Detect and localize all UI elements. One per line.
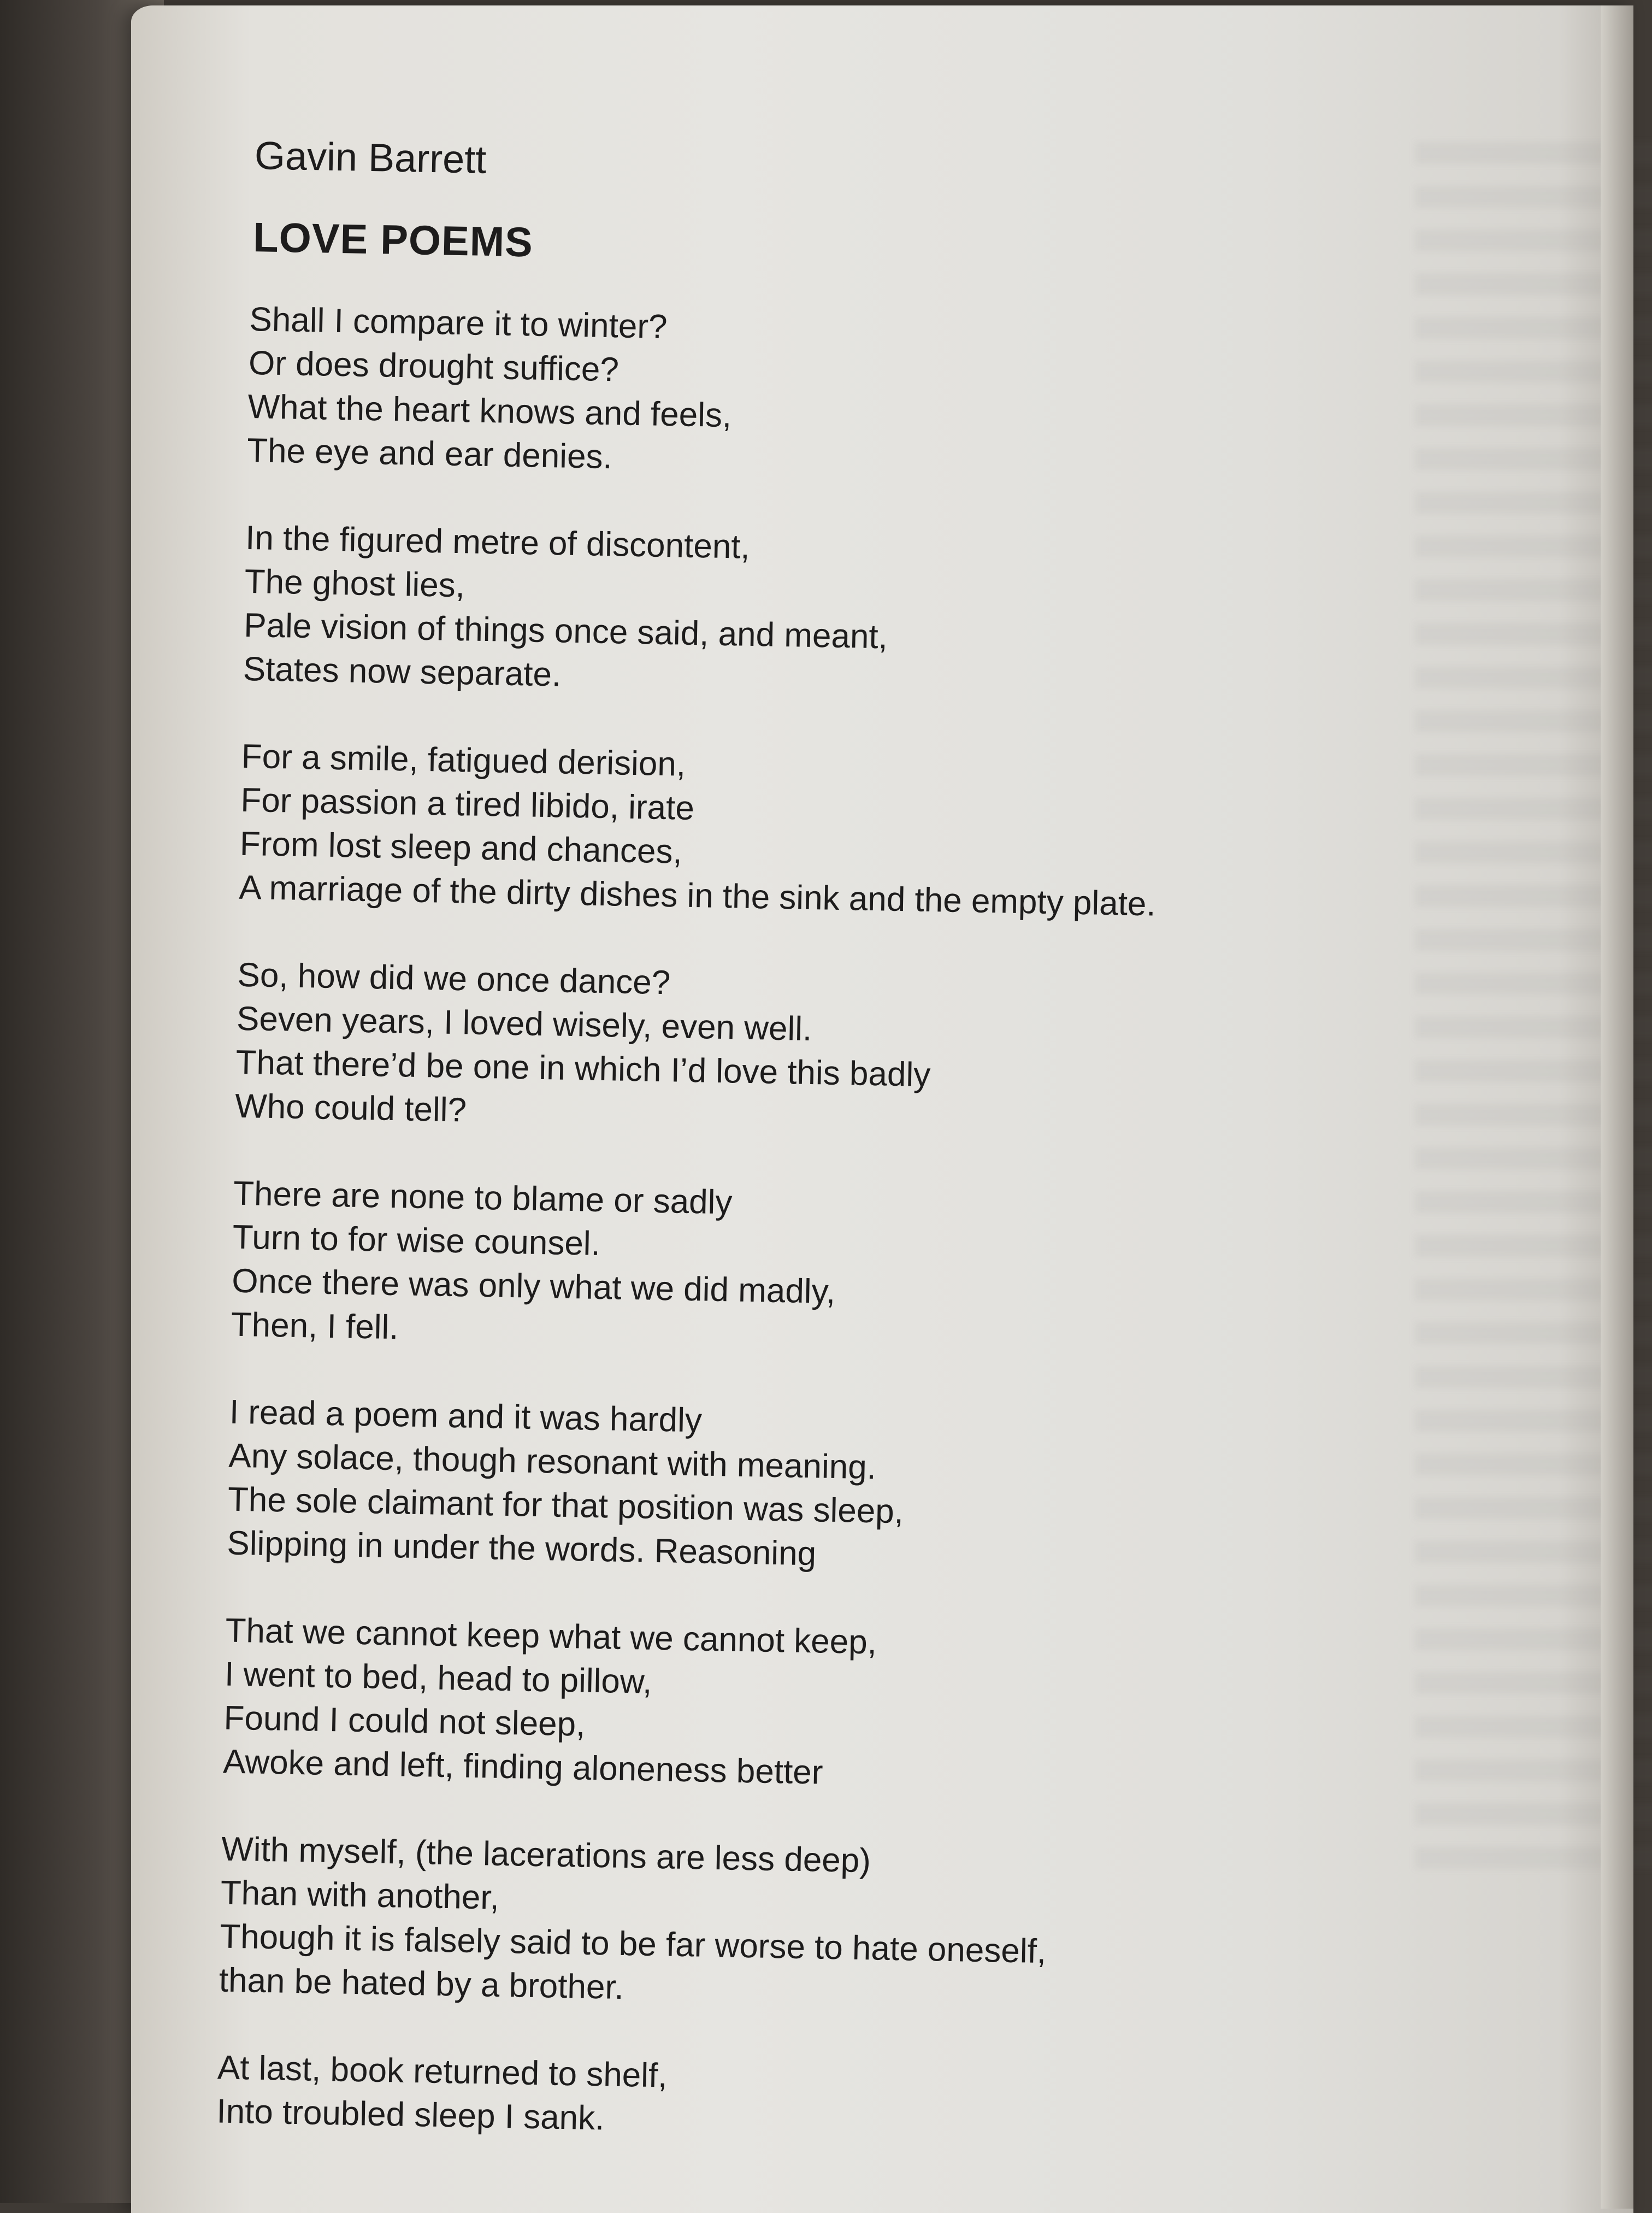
poem-line: So, how did we once dance? — [237, 956, 671, 1002]
poem-line: At last, book returned to shelf, — [217, 2049, 668, 2095]
poem-line: Than with another, — [220, 1874, 500, 1917]
poem-column — [215, 128, 1509, 2200]
page-edge — [1601, 5, 1633, 2209]
poem-line: Found I could not sleep, — [223, 1699, 586, 1744]
poem-title: LOVE POEMS — [252, 214, 534, 266]
poem-line: For passion a tired libido, irate — [240, 781, 695, 828]
stanza — [246, 298, 1506, 496]
poem-line: The eye and ear denies. — [246, 431, 613, 476]
stanza — [222, 1609, 1482, 1807]
poem-line: The ghost lies, — [244, 562, 465, 605]
poem-line: Shall I compare it to winter? — [249, 300, 668, 346]
stanza — [234, 954, 1494, 1151]
poem-line: Pale vision of things once said, and meant, — [243, 606, 888, 656]
poem-line: The sole claimant for that position was sleep, — [227, 1480, 904, 1531]
poem-line: Though it is falsely said to be far worse to hate oneself, — [219, 1917, 1047, 1971]
poem-line: Or does drought suffice? — [248, 344, 620, 389]
stanza — [231, 1172, 1490, 1370]
poem-line: In the figured metre of discontent, — [245, 519, 751, 566]
poem-line: Turn to for wise counsel. — [232, 1218, 601, 1263]
poem-line: States now separate. — [243, 650, 562, 694]
stanza — [239, 735, 1498, 933]
poem-line: A marriage of the dirty dishes in the sink and the empty plate. — [238, 868, 1157, 923]
poem-line: There are none to blame or sadly — [233, 1174, 733, 1222]
poem-body — [216, 298, 1506, 2157]
author-name: Gavin Barrett — [254, 134, 487, 182]
poem-line: That we cannot keep what we cannot keep, — [225, 1611, 877, 1662]
poem-line: For a smile, fatigued derision, — [241, 737, 686, 784]
poem-line: What the heart knows and feels, — [247, 387, 732, 435]
poem-line: Who could tell? — [234, 1087, 467, 1129]
poem-line: That there’d be one in which I’d love this badly — [235, 1043, 931, 1094]
poem-line: I went to bed, head to pillow, — [224, 1655, 653, 1701]
stanza — [219, 1827, 1478, 2025]
poem-line: Into troubled sleep I sank. — [216, 2092, 605, 2138]
poem-line: With myself, (the lacerations are less deep) — [221, 1830, 871, 1880]
poem-line: Slipping in under the words. Reasoning — [226, 1524, 817, 1573]
poem-line: From lost sleep and chances, — [239, 825, 683, 871]
poem-line: Then, I fell. — [231, 1305, 399, 1347]
poem-line: Any solace, though resonant with meaning. — [228, 1437, 877, 1487]
stanza — [243, 516, 1502, 714]
poem-line: than be hated by a brother. — [219, 1961, 624, 2007]
poem-line: I read a poem and it was hardly — [229, 1393, 703, 1440]
poem-line: Seven years, I loved wisely, even well. — [236, 999, 812, 1049]
poem-line: Once there was only what we did madly, — [231, 1262, 836, 1311]
stanza — [216, 2046, 1474, 2156]
stanza — [227, 1391, 1486, 1588]
poem-line: Awoke and left, finding aloneness better — [222, 1743, 824, 1792]
